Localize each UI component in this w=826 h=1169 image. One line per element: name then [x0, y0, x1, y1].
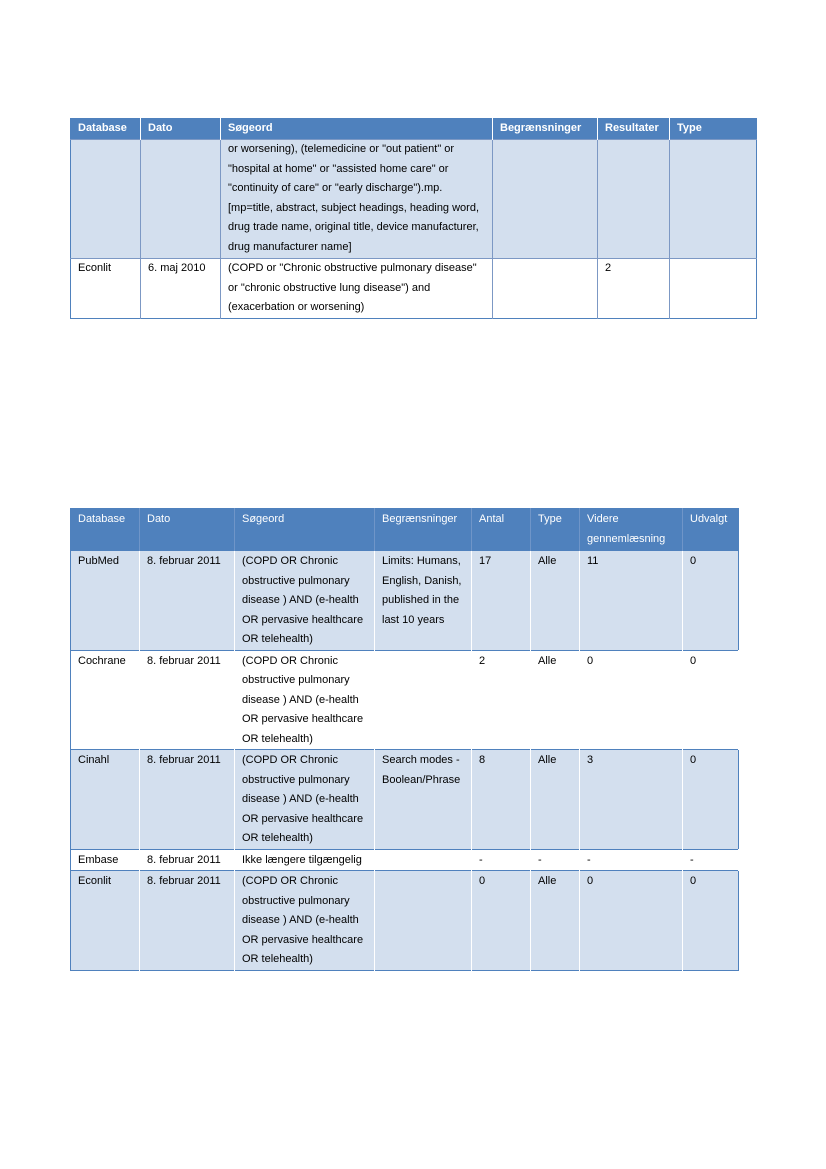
cell-limits: Limits: Humans, English, Danish, published in the last 10 years	[375, 551, 472, 651]
cell-database: Econlit	[71, 259, 141, 319]
cell-limits: Search modes - Boolean/Phrase	[375, 750, 472, 850]
cell-limits	[375, 871, 472, 971]
header-further-reading: Videre gennemlæsning	[580, 509, 683, 551]
header-database: Database	[71, 119, 141, 140]
header-date: Dato	[141, 119, 221, 140]
cell-further-reading: 11	[580, 551, 683, 651]
cell-search-terms: (COPD OR Chronic obstructive pulmonary disease ) AND (e-health OR pervasive healthcare OR telehealth)	[235, 551, 375, 651]
cell-search-terms: (COPD OR Chronic obstructive pulmonary disease ) AND (e-health OR pervasive healthcare OR telehealth)	[235, 871, 375, 971]
cell-selected: 0	[683, 871, 739, 971]
cell-count: -	[472, 849, 531, 871]
cell-results	[598, 140, 670, 259]
cell-selected: 0	[683, 650, 739, 750]
cell-database: Cinahl	[71, 750, 140, 850]
cell-selected: -	[683, 849, 739, 871]
cell-limits	[375, 650, 472, 750]
cell-count: 2	[472, 650, 531, 750]
header-selected: Udvalgt	[683, 509, 739, 551]
cell-further-reading: 3	[580, 750, 683, 850]
cell-search-terms: (COPD OR Chronic obstructive pulmonary disease ) AND (e-health OR pervasive healthcare OR telehealth)	[235, 650, 375, 750]
table-row	[71, 849, 739, 871]
cell-date: 8. februar 2011	[140, 750, 235, 850]
header-search-terms: Søgeord	[235, 509, 375, 551]
cell-further-reading: -	[580, 849, 683, 871]
cell-type	[670, 259, 757, 319]
header-count: Antal	[472, 509, 531, 551]
cell-search-terms: (COPD OR Chronic obstructive pulmonary disease ) AND (e-health OR pervasive healthcare OR telehealth)	[235, 750, 375, 850]
cell-database: Cochrane	[71, 650, 140, 750]
cell-database	[71, 140, 141, 259]
header-results: Resultater	[598, 119, 670, 140]
table-row	[71, 750, 739, 850]
cell-limits	[493, 140, 598, 259]
header-date: Dato	[140, 509, 235, 551]
cell-type: Alle	[531, 750, 580, 850]
table-header-row	[71, 509, 739, 551]
cell-selected: 0	[683, 750, 739, 850]
cell-limits	[375, 849, 472, 871]
cell-date: 8. februar 2011	[140, 871, 235, 971]
cell-database: PubMed	[71, 551, 140, 651]
cell-database: Embase	[71, 849, 140, 871]
cell-date	[141, 140, 221, 259]
table-header-row	[71, 119, 757, 140]
cell-database: Econlit	[71, 871, 140, 971]
header-limits: Begrænsninger	[375, 509, 472, 551]
cell-date: 8. februar 2011	[140, 551, 235, 651]
header-database: Database	[71, 509, 140, 551]
cell-type	[670, 140, 757, 259]
header-type: Type	[670, 119, 757, 140]
cell-type: Alle	[531, 650, 580, 750]
cell-date: 8. februar 2011	[140, 650, 235, 750]
cell-count: 17	[472, 551, 531, 651]
header-search-terms: Søgeord	[221, 119, 493, 140]
table-row	[71, 650, 739, 750]
cell-search-terms: Ikke længere tilgængelig	[235, 849, 375, 871]
cell-date: 6. maj 2010	[141, 259, 221, 319]
cell-type: -	[531, 849, 580, 871]
header-type: Type	[531, 509, 580, 551]
table-row	[71, 551, 739, 651]
cell-type: Alle	[531, 871, 580, 971]
table-row	[71, 140, 757, 259]
cell-selected: 0	[683, 551, 739, 651]
cell-search-terms: (COPD or "Chronic obstructive pulmonary disease" or "chronic obstructive lung disease") and (exacerbation or worsening)	[221, 259, 493, 319]
cell-count: 8	[472, 750, 531, 850]
cell-limits	[493, 259, 598, 319]
cell-results: 2	[598, 259, 670, 319]
cell-further-reading: 0	[580, 871, 683, 971]
cell-further-reading: 0	[580, 650, 683, 750]
header-limits: Begrænsninger	[493, 119, 598, 140]
search-table-2010	[70, 118, 757, 319]
cell-count: 0	[472, 871, 531, 971]
table-row	[71, 871, 739, 971]
cell-date: 8. februar 2011	[140, 849, 235, 871]
table-row	[71, 259, 757, 319]
cell-type: Alle	[531, 551, 580, 651]
cell-search-terms: or worsening), (telemedicine or "out patient" or "hospital at home" or "assisted home care" or "continuity of care" or "early discharge").mp. [mp=title, abstract, subject headings, heading word, drug trade name, original title, device manufacturer, drug manufacturer name]	[221, 140, 493, 259]
search-table-2011	[70, 508, 739, 971]
